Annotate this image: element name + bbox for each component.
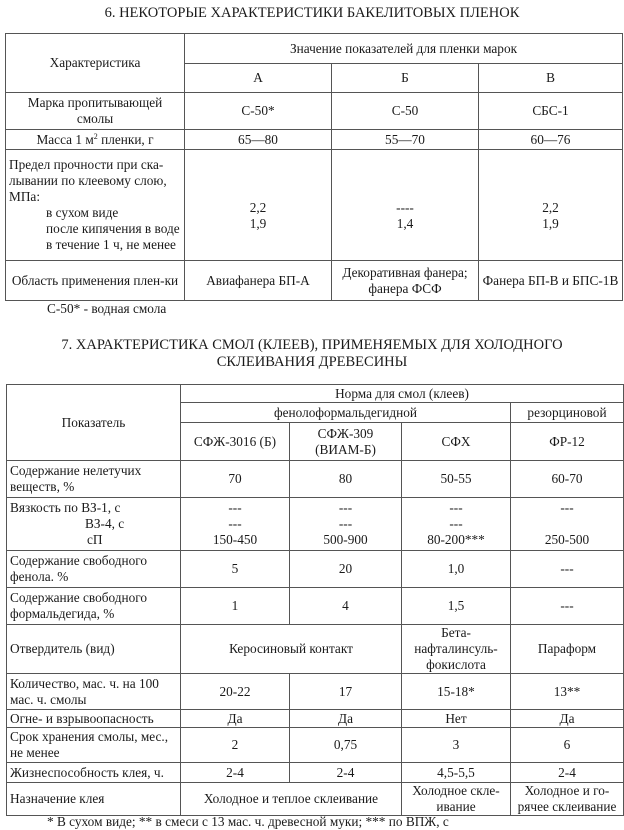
cell: 50-55 [402,461,511,498]
cell [332,150,479,261]
header-resin: ФР-12 [511,423,624,461]
header-indicator: Показатель [7,385,181,461]
cell [181,498,290,551]
value-dry: 2,2 [249,200,267,215]
cell: 13** [511,674,624,710]
header-resin: СФЖ-309 (ВИАМ-Б) [290,423,402,461]
cell: 4,5-5,5 [402,763,511,783]
label-main: Предел прочности при ска-лывании по клеевому слою, МПа: [9,157,167,204]
row-label: Содержание нелетучих веществ, % [7,461,181,498]
header-grade-v: В [479,64,623,93]
table-row [6,261,623,301]
sub-label-duration: в течение 1 ч, не менее [46,237,176,252]
row-label: Область применения плен-ки [6,261,185,301]
cell: С-50* [185,93,332,130]
table1-footnote: С-50* - водная смола [47,301,167,316]
value-boiled: 1,4 [396,216,414,231]
label-cp: сП [87,532,103,547]
cell: 1 [181,588,290,625]
row-label: Назначение клея [7,783,181,816]
cell: 1,5 [402,588,511,625]
cell: Холодное и го-рячее склеивание [511,783,624,816]
header-norm: Норма для смол (клеев) [181,385,624,403]
table1-bakelite-films [5,33,623,301]
label-sup: 2 [93,131,98,141]
cell: 15-18* [402,674,511,710]
table-row [6,130,623,150]
cell [479,150,623,261]
value-boiled: 1,9 [542,216,559,231]
cell: 5 [181,551,290,588]
cell: Параформ [511,625,624,674]
table-row [6,93,623,130]
cell: 60—76 [479,130,623,150]
cell: 2-4 [290,763,402,783]
header-resin: СФХ [402,423,511,461]
row-label [7,498,181,551]
vz1: --- [228,500,242,515]
value-dry: 2,2 [542,200,559,215]
cell: --- [511,588,624,625]
vz1: --- [449,500,463,515]
row-label [6,150,185,261]
label-vz1: Вязкость по ВЗ-1, с [10,500,121,515]
cell: Да [181,710,290,728]
table-row [7,674,624,710]
table-row [7,625,624,674]
cell: 4 [290,588,402,625]
header-grade-b: Б [332,64,479,93]
table-row [7,728,624,763]
table-row [7,710,624,728]
cell [185,150,332,261]
cell: 2-4 [181,763,290,783]
table2-footnote: * В сухом виде; ** в смеси с 13 мас. ч. древесной муки; *** по ВПЖ, с [47,814,449,829]
cell: Авиафанера БП-А [185,261,332,301]
label-pre: Масса 1 м [36,131,94,147]
row-label: Жизнеспособность клея, ч. [7,763,181,783]
table2-title [0,337,624,371]
cell: Бета-нафталинсуль-фокислота [402,625,511,674]
cell [290,498,402,551]
table-row [6,150,623,261]
vz4: --- [449,516,463,531]
vz4 [514,516,620,532]
cell: 65—80 [185,130,332,150]
cell: 2 [181,728,290,763]
vz1: --- [560,500,574,515]
cell: 70 [181,461,290,498]
cp: 80-200*** [427,532,485,547]
cell: 20 [290,551,402,588]
cell: 20-22 [181,674,290,710]
cell: 55—70 [332,130,479,150]
cell: Керосиновый контакт [181,625,402,674]
table-row [7,763,624,783]
header-resin: СФЖ-3016 (Б) [181,423,290,461]
row-label: Отвердитель (вид) [7,625,181,674]
header-group-phenol: фенолоформальдегидной [181,403,511,423]
cell: Декоративная фанера; фанера ФСФ [332,261,479,301]
header-group: Значение показателей для пленки марок [185,34,623,64]
label-vz4: ВЗ-4, с [85,516,125,531]
table-row [7,461,624,498]
row-label: Марка пропитывающей смолы [6,93,185,130]
table-row [7,551,624,588]
cell: 80 [290,461,402,498]
table2-cold-gluing-resins [6,384,624,816]
header-characteristic: Характеристика [6,34,185,93]
cell [402,498,511,551]
cell: 6 [511,728,624,763]
cell [511,498,624,551]
table-row [7,588,624,625]
cell: 3 [402,728,511,763]
row-label: Содержание свободного фенола. % [7,551,181,588]
vz4: --- [338,516,353,531]
vz1: --- [338,500,353,515]
row-label [6,130,185,150]
table1-title: 6. НЕКОТОРЫЕ ХАРАКТЕРИСТИКИ БАКЕЛИТОВЫХ ПЛЕНОК [104,5,520,21]
cell: Нет [402,710,511,728]
row-label: Содержание свободного формальдегида, % [7,588,181,625]
value-boiled: 1,9 [249,216,267,231]
cell: 17 [290,674,402,710]
cell: СБС-1 [479,93,623,130]
sub-label-boiled: после кипячения в воде [46,221,180,236]
row-label: Количество, мас. ч. на 100 мас. ч. смолы [7,674,181,710]
cell: 60-70 [511,461,624,498]
cell: Холодное и теплое склеивание [181,783,402,816]
cell: Да [511,710,624,728]
title-line-2: СКЛЕИВАНИЯ ДРЕВЕСИНЫ [216,354,408,370]
cell: Холодное скле-ивание [402,783,511,816]
table-row [7,783,624,816]
title-line-1: 7. ХАРАКТЕРИСТИКА СМОЛ (КЛЕЕВ), ПРИМЕНЯЕМЫХ ДЛЯ ХОЛОДНОГО [61,337,563,353]
value-dry: ---- [396,200,414,215]
header-grade-a: А [185,64,332,93]
table-row [7,498,624,551]
cell: Да [290,710,402,728]
cell: --- [511,551,624,588]
cell: 0,75 [290,728,402,763]
row-label: Огне- и взрывоопасность [7,710,181,728]
cell: С-50 [332,93,479,130]
row-label: Срок хранения смолы, мес., не менее [7,728,181,763]
cp: 500-900 [323,532,368,547]
label-post: пленки, г [97,131,154,147]
cp: 150-450 [212,532,258,547]
cell: 2-4 [511,763,624,783]
cell: Фанера БП-В и БПС-1В [479,261,623,301]
cell: 1,0 [402,551,511,588]
vz4: --- [228,516,242,531]
sub-label-dry: в сухом виде [46,205,119,220]
cp: 250-500 [544,532,590,547]
header-group-resorcinol: резорциновой [511,403,624,423]
